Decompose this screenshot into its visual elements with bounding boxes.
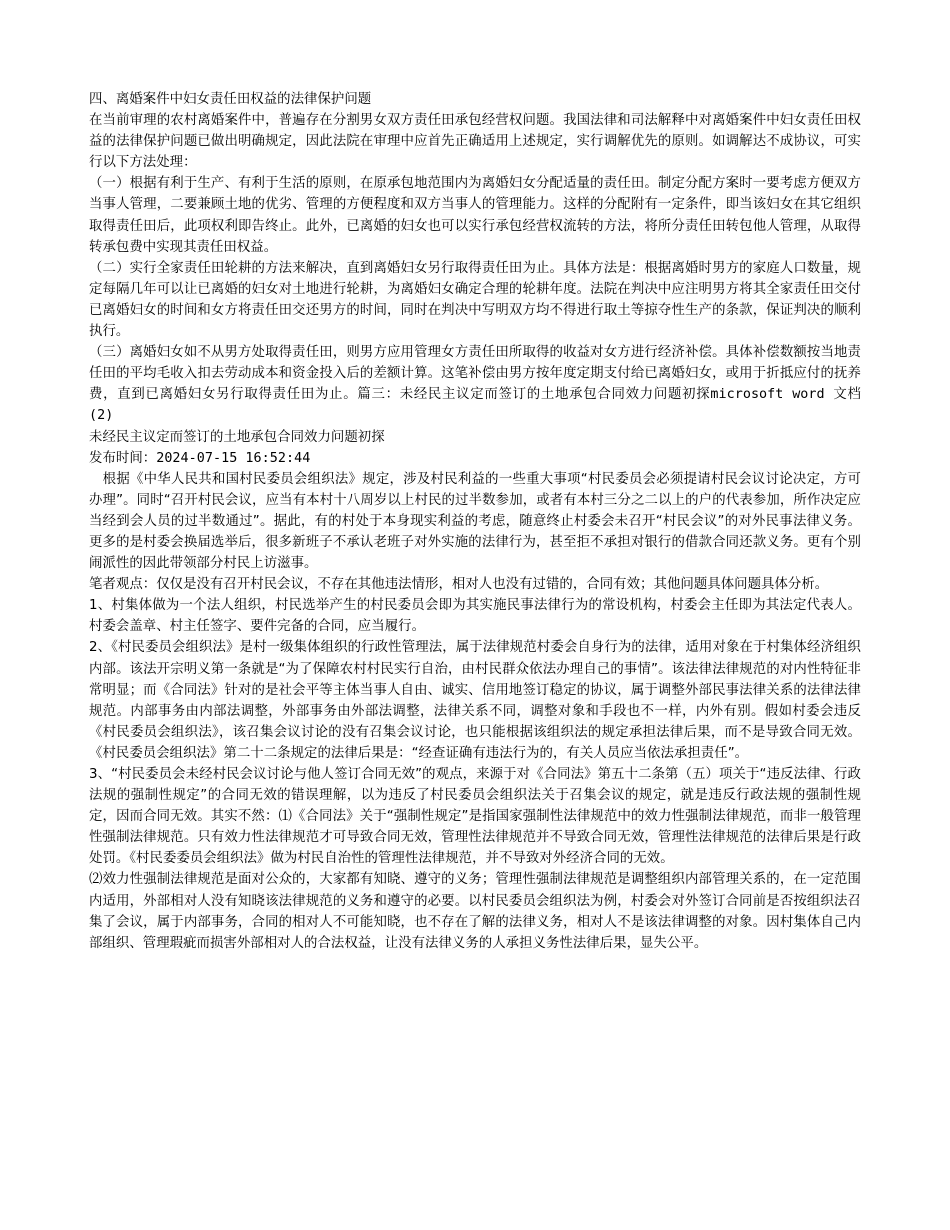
publish-label: 发布时间：: [89, 450, 157, 466]
document-page: [89, 89, 861, 954]
section-heading: 四、离婚案件中妇女责任田权益的法律保护问题: [89, 92, 372, 107]
article-title: 未经民主议定而签订的土地承包合同效力问题初探: [89, 429, 385, 445]
publish-time: 2024-07-15 16:52:44: [156, 450, 311, 466]
method-3-paragraph: [89, 342, 861, 426]
method-3-text: （三）离婚妇女如不从男方处取得责任田，则男方应用管理女方责任田所取得的收益对女方进行经济补偿。具体补偿数额按当地责任田的平均毛收入扣去劳动成本和资金投入后的差额计算。这笔补偿由男方按年度定期支付给已离婚妇女，或用于折抵应付的抚养费，直到已离婚妇女另行取得责任田为止。篇三：未经民主议定而签订的土地承包合同效力问题初探: [89, 345, 861, 403]
method-1-paragraph: （一）根据有利于生产、有利于生活的原则，在原承包地范围内为离婚妇女分配适量的责任田。制定分配方案时一要考虑方便双方当事人管理，二要兼顾土地的优劣、管理的方便程度和双方当事人的管理能力。这样的分配附有一定条件，即当该妇女在其它组织取得责任田后，此项权利即告终止。此外，已离婚的妇女也可以实行承包经营权流转的方法，将所分责任田转包他人管理，从取得转承包费中实现其责任田权益。: [89, 176, 861, 255]
opinion-paragraph: 笔者观点：仅仅是没有召开村民会议，不存在其他违法情形，相对人也没有过错的，合同有效；其他问题具体问题具体分析。: [89, 577, 829, 593]
intro-paragraph: 在当前审理的农村离婚案件中，普遍存在分割男女双方责任田承包经营权问题。我国法律和司法解释中对离婚案件中妇女责任田权益的法律保护问题已做出明确规定，因此法院在审理中应首先正确适用上述规定，实行调解优先的原则。如调解达不成协议，可实行以下方法处理：: [89, 113, 861, 171]
body-paragraph-1: 根据《中华人民共和国村民委员会组织法》规定，涉及村民利益的一些重大事项“村民委员会必须提请村民会议讨论决定，方可办理”。同时“召开村民会议，应当有本村十八周岁以上村民的过半数参加，或者有本村三分之二以上的户的代表参加，所作决定应当经到会人员的过半数通过”。据此，有的村处于本身现实利益的考虑，随意终止村委会未召开“村民会议”的对外民事法律义务。更多的是村委会换届选举后，很多新班子不承认老班子对外实施的法律行为，甚至拒不承担对银行的借款合同还款义务。更有个别闹派性的因此带领部分村民上访滋事。: [89, 471, 861, 572]
point-2-paragraph: 2、《村民委员会组织法》是村一级集体组织的行政性管理法，属于法律规范村委会自身行为的法律，适用对象在于村集体经济组织内部。该法开宗明义第一条就是“为了保障农村村民实行自治，由村民群众依法办理自己的事情”。该法律法律规范的对内性特征非常明显；而《合同法》针对的是社会平等主体当事人自由、诚实、信用地签订稳定的协议，属于调整外部民事法律关系的法律法律规范。内部事务由内部法调整，外部事务由外部法调整，法律关系不同，调整对象和手段也不一样，内外有别。假如村委会违反《村民委员会组织法》，该召集会议讨论的没有召集会议讨论，也只能根据该组织法的规定承担法律后果，而不是导致合同无效。《村民委员会组织法》第二十二条规定的法律后果是：“经查证确有违法行为的，有关人员应当依法承担责任”。: [89, 640, 861, 761]
method-3-filename: microsoft word 文档 (2): [89, 387, 861, 424]
point-3-paragraph: 3、“村民委员会未经村民会议讨论与他人签订合同无效”的观点，来源于对《合同法》第五十二条第（五）项关于“违反法律、行政法规的强制性规定”的合同无效的错误理解，以为违反了村民委员会组织法关于召集会议的规定，就是违反行政法规的强制性规定，因而合同无效。其实不然：⑴《合同法》关于“强制性规定”是指国家强制性法律规范中的效力性强制法律规范，而非一般管理性强制法律规范。只有效力性法律规范才可导致合同无效，管理性法律规范并不导致合同无效，管理性法律规范的法律后果是行政处罚。《村民委委员会组织法》做为村民自治性的管理性法律规范，并不导致对外经济合同的无效。: [89, 767, 861, 867]
publish-line: [89, 448, 861, 469]
point-1-paragraph: 1、村集体做为一个法人组织，村民选举产生的村民委员会即为其实施民事法律行为的常设机构，村委会主任即为其法定代表人。村委会盖章、村主任签字、要件完备的合同，应当履行。: [89, 598, 861, 635]
method-2-paragraph: （二）实行全家责任田轮耕的方法来解决，直到离婚妇女另行取得责任田为止。具体方法是：根据离婚时男方的家庭人口数量，规定每隔几年可以让已离婚的妇女对土地进行轮耕，为离婚妇女确定合理的轮耕年度。法院在判决中应注明男方将其全家责任田交付已离婚妇女的时间和女方将责任田交还男方的时间，同时在判决中写明双方均不得进行取土等掠夺性生产的条款，保证判决的顺利执行。: [89, 260, 861, 340]
point-3b-paragraph: ⑵效力性强制法律规范是面对公众的，大家都有知晓、遵守的义务；管理性强制法律规范是调整组织内部管理关系的，在一定范围内适用，外部相对人没有知晓该法律规范的义务和遵守的必要。以村民委员会组织法为例，村委会对外签订合同前是否按组织法召集了会议，属于内部事务，合同的相对人不可能知晓，也不存在了解的法律义务，相对人不是该法律调整的对象。因村集体自己内部组织、管理瑕疵而损害外部相对人的合法权益，让没有法律义务的人承担义务性法律后果，显失公平。: [89, 872, 861, 951]
